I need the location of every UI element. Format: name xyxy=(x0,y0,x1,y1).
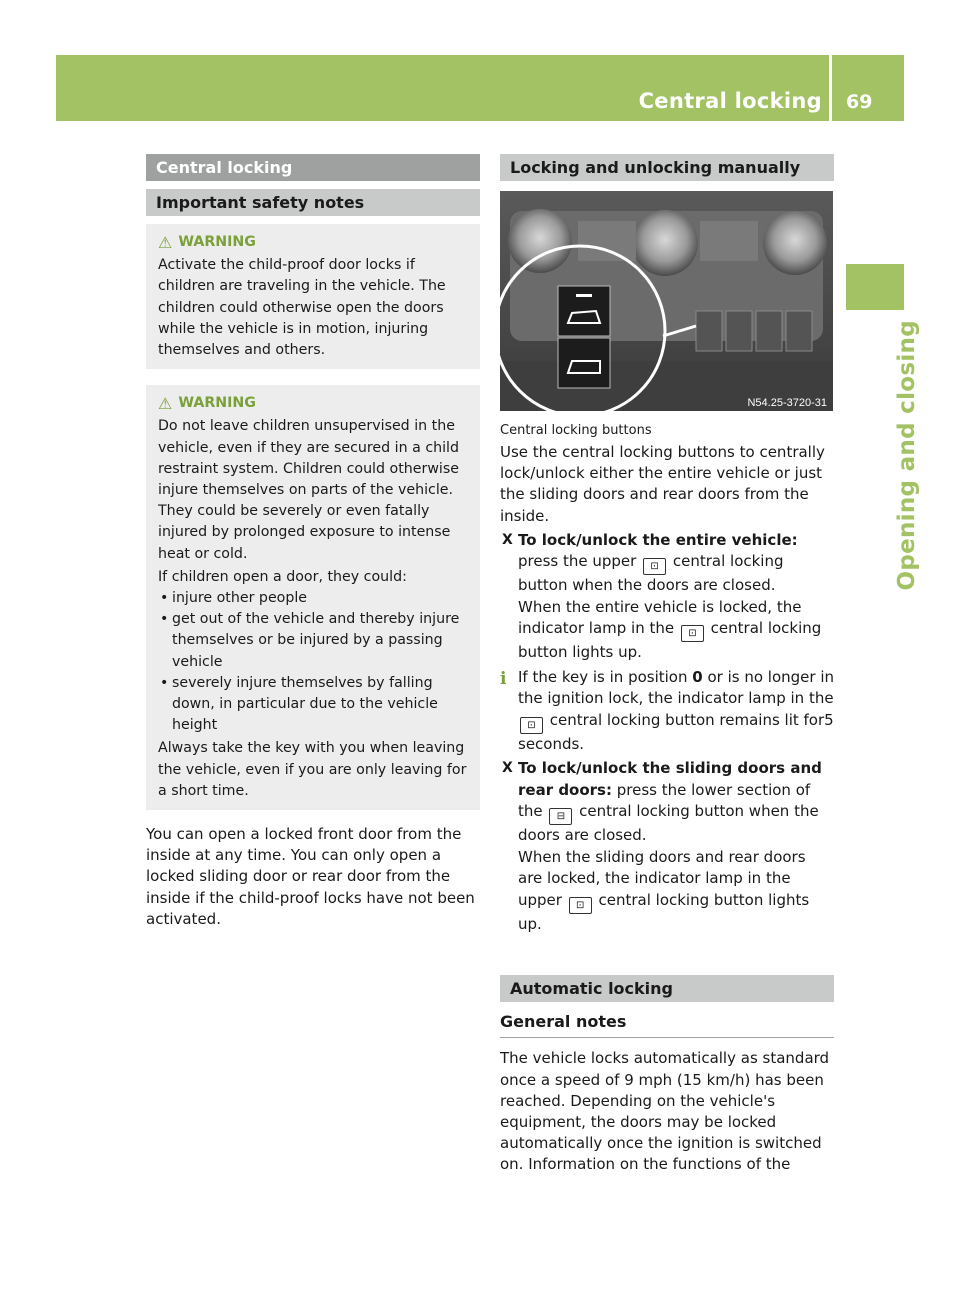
section-title-manual: Locking and unlocking manually xyxy=(500,154,834,181)
step-lock-sliding-rear: X To lock/unlock the sliding doors and rear doors: press the lower section of the ⊟ central locking button when the doors are closed. When the sliding doors and rear doors are locked, the indicator lamp in the upper ⊡ central locking button lights up. xyxy=(500,758,834,935)
photo-caption: Central locking buttons xyxy=(500,423,652,438)
warning-text: Activate the child-proof door locks if children are traveling in the vehicle. The children could otherwise open the doors while the vehicle is in motion, injuring themselves and others. xyxy=(158,257,446,359)
general-notes-heading: General notes xyxy=(500,1012,834,1038)
upper-lock-button-icon: ⊡ xyxy=(681,625,704,642)
info-note: i If the key is in position 0 or is no longer in the ignition lock, the indicator lamp in the ⊡ central locking button remains lit for5 seconds. xyxy=(500,667,834,753)
warning-triangle-icon: ⚠ xyxy=(158,233,173,252)
section-title-automatic: Automatic locking xyxy=(500,975,834,1002)
auto-paragraph: The vehicle locks automatically as standard once a speed of 9 mph (15 km/h) has been reached. Depending on the vehicle's equipment, the doors may be locked automatically once the ignition is switched on. Information on the functions of the xyxy=(500,1049,830,1174)
photo-code: N54.25-3720-31 xyxy=(747,397,827,409)
warning-paragraph: Always take the key with you when leaving the vehicle, even if you are only leaving for a short time. xyxy=(158,740,467,799)
left-column xyxy=(146,154,480,930)
right-column xyxy=(500,154,834,1176)
side-tab xyxy=(862,320,920,770)
warning-paragraph: If children open a door, they could: xyxy=(158,568,407,585)
warning-heading: ⚠ WARNING xyxy=(158,233,256,252)
warning-paragraph: Do not leave children unsupervised in the vehicle, even if they are secured in a child restraint system. Children could otherwise injure themselves on parts of the vehicle. They could be severely or even fatally injured by prolonged exposure to intense heat or cold. xyxy=(158,418,459,562)
warning-bullet: • severely injure themselves by falling down, in particular due to the vehicle height xyxy=(158,673,470,737)
warning-bullet: • get out of the vehicle and thereby injure themselves or be injured by a passing vehicle xyxy=(158,609,470,673)
header-separator xyxy=(829,55,832,121)
warning-box-child-locks xyxy=(146,224,480,369)
intro-paragraph: Use the central locking buttons to centrally lock/unlock either the entire vehicle or just the sliding doors and rear doors from the inside. xyxy=(500,443,825,525)
upper-lock-button-icon: ⊡ xyxy=(643,558,666,575)
step-lock-entire-vehicle: X To lock/unlock the entire vehicle: press the upper ⊡ central locking button when the doors are closed. When the entire vehicle is locked, the indicator lamp in the ⊡ central locking button lights up. xyxy=(500,530,834,664)
upper-lock-button-icon: ⊡ xyxy=(520,717,543,734)
warning-bullet: • injure other people xyxy=(158,588,470,609)
page-title: Central locking xyxy=(638,89,822,113)
side-tab-label: Opening and closing xyxy=(894,320,920,591)
lower-lock-button-icon: ⊟ xyxy=(549,808,572,825)
body-paragraph: You can open a locked front door from the inside at any time. You can only open a locked sliding door or rear door from the inside if the child-proof locks have not been activated. xyxy=(146,825,475,928)
dashboard-photo xyxy=(500,191,833,411)
section-title-central-locking: Central locking xyxy=(146,154,480,181)
upper-lock-button-icon: ⊡ xyxy=(569,897,592,914)
subsection-title-safety: Important safety notes xyxy=(146,189,480,216)
warning-heading: ⚠ WARNING xyxy=(158,394,256,414)
dashboard-illustration xyxy=(500,191,833,411)
warning-box-unsupervised xyxy=(146,385,480,810)
warning-triangle-icon: ⚠ xyxy=(158,394,173,414)
side-tab-marker xyxy=(846,264,904,310)
info-icon: i xyxy=(500,668,507,689)
page-number: 69 xyxy=(846,91,873,113)
